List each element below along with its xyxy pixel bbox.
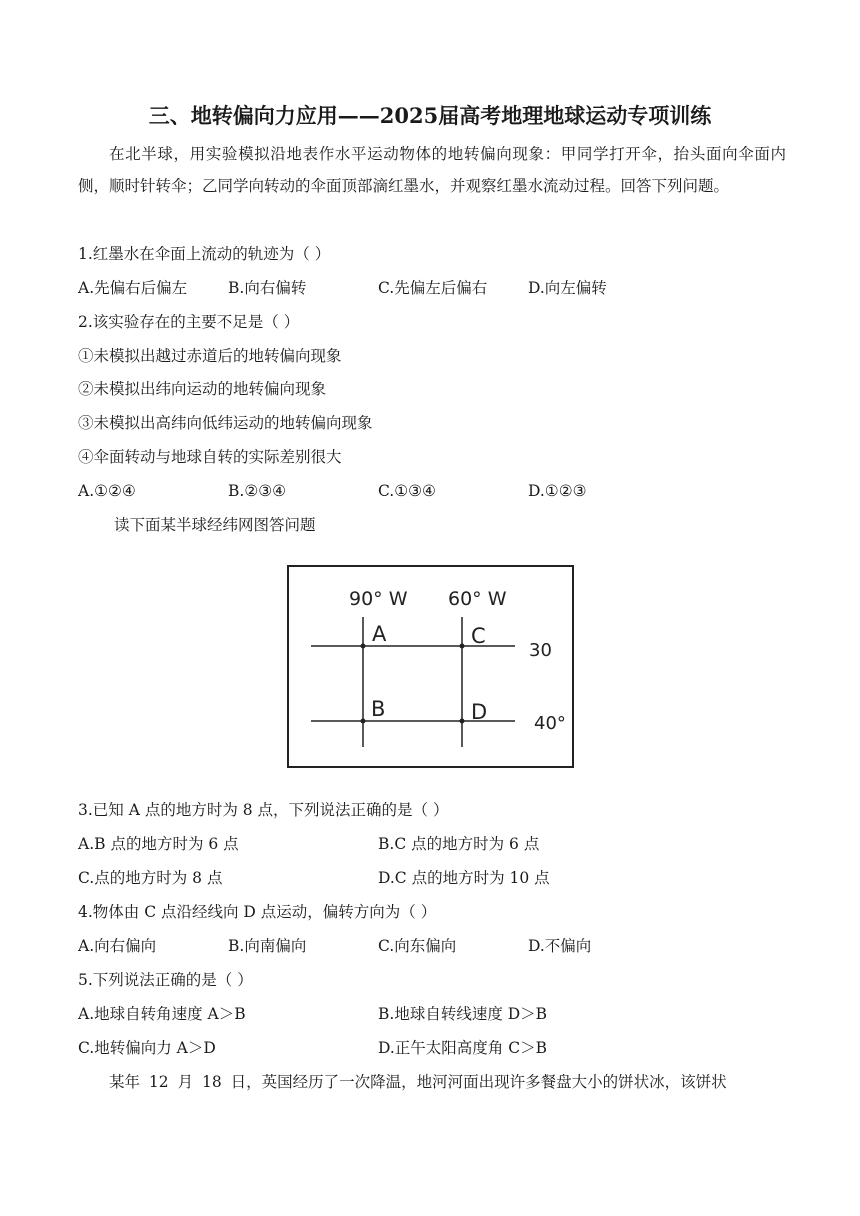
intro-paragraph: 在北半球，用实验模拟沿地表作水平运动物体的地转偏向现象：甲同学打开伞，抬头面向伞面内侧，顺时针转伞；乙同学向转动的伞面顶部滴红墨水，并观察红墨水流动过程。回答下列问题。 — [78, 145, 786, 195]
question-3-option-c: C.点的地方时为 8 点 — [78, 869, 223, 887]
point-c-dot — [460, 644, 465, 649]
question-5-option-c: C.地转偏向力 A＞D — [78, 1039, 216, 1057]
question-1-option-d: D.向左偏转 — [528, 279, 607, 297]
question-4-option-b: B.向南偏向 — [228, 937, 307, 955]
question-1-option-a: A.先偏右后偏左 — [78, 279, 188, 297]
point-d-dot — [460, 719, 465, 724]
question-5-option-b: B.地球自转线速度 D＞B — [378, 1005, 548, 1023]
question-5-option-d: D.正午太阳高度角 C＞B — [378, 1039, 547, 1057]
question-2-option-d: D.①②③ — [528, 482, 587, 500]
point-b-label: B — [371, 697, 386, 721]
question-5-option-a: A.地球自转角速度 A＞B — [78, 1005, 246, 1023]
question-2-option-a: A.①②④ — [78, 482, 136, 500]
point-c-label: C — [471, 624, 486, 648]
point-a-label: A — [372, 622, 387, 646]
point-d-label: D — [471, 700, 488, 724]
question-4-option-c: C.向东偏向 — [378, 937, 457, 955]
question-1-option-b: B.向右偏转 — [228, 279, 307, 297]
question-5-stem: 5.下列说法正确的是（ ） — [78, 971, 253, 989]
point-b-dot — [361, 719, 366, 724]
question-1-stem: 1.红墨水在伞面上流动的轨迹为（ ） — [78, 245, 331, 263]
question-4-stem: 4.物体由 C 点沿经线向 D 点运动，偏转方向为（ ） — [78, 903, 437, 921]
point-a-dot — [361, 644, 366, 649]
question-3-stem: 3.已知 A 点的地方时为 8 点，下列说法正确的是（ ） — [78, 801, 449, 819]
map-intro: 读下面某半球经纬网图答问题 — [114, 516, 316, 534]
question-3-option-d: D.C 点的地方时为 10 点 — [378, 869, 550, 887]
question-3-option-a: A.B 点的地方时为 6 点 — [78, 835, 239, 853]
question-2-item-3: ③未模拟出高纬向低纬运动的地转偏向现象 — [78, 414, 373, 432]
graticule-figure — [287, 565, 574, 768]
longitude-label-90w: 90° W — [349, 588, 408, 610]
question-2-option-c: C.①③④ — [378, 482, 436, 500]
question-2-item-2: ②未模拟出纬向运动的地转偏向现象 — [78, 380, 327, 398]
question-2-item-4: ④伞面转动与地球自转的实际差别很大 — [78, 448, 342, 466]
latitude-label-30: 30 — [529, 640, 552, 661]
question-2-stem: 2.该实验存在的主要不足是（ ） — [78, 313, 300, 331]
question-3-option-b: B.C 点的地方时为 6 点 — [378, 835, 540, 853]
question-4-option-d: D.不偏向 — [528, 937, 592, 955]
question-2-item-1: ①未模拟出越过赤道后的地转偏向现象 — [78, 347, 342, 365]
question-4-option-a: A.向右偏向 — [78, 937, 157, 955]
longitude-label-60w: 60° W — [448, 588, 507, 610]
outro-paragraph: 某年 12 月 18 日，英国经历了一次降温，地河河面出现许多餐盘大小的饼状冰，该饼状 — [109, 1073, 727, 1091]
latitude-label-40: 40° — [534, 713, 566, 734]
graticule-diagram — [289, 567, 572, 766]
question-2-option-b: B.②③④ — [228, 482, 287, 500]
page-title: 三、地转偏向力应用——2025届高考地理地球运动专项训练 — [148, 103, 712, 128]
question-1-option-c: C.先偏左后偏右 — [378, 279, 488, 297]
